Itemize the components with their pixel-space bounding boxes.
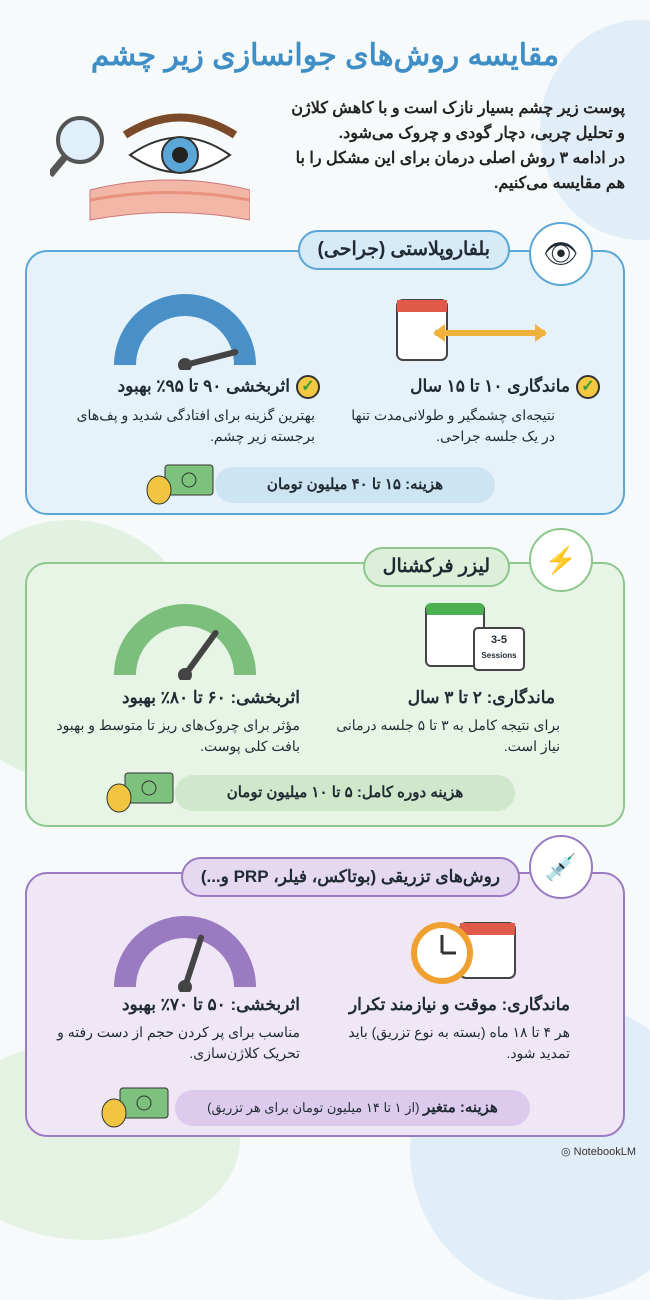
effectiveness-gauge (110, 912, 260, 992)
intro-line: در ادامه ۳ روش اصلی درمان برای این مشکل را با (295, 150, 625, 167)
clock-calendar-icon (410, 915, 520, 985)
calendar-arrow-icon (395, 295, 550, 365)
money-icon (145, 460, 215, 506)
check-icon: ✓ (576, 375, 600, 399)
page-title: مقایسه روش‌های جوانسازی زیر چشم (90, 39, 560, 72)
effectiveness-heading (50, 375, 320, 399)
notebooklm-logo: ◎ NotebookLM (560, 1146, 636, 1158)
gauge-needle (185, 633, 216, 675)
effectiveness-gauge (110, 600, 260, 680)
effectiveness-heading: اثربخشی: ۶۰ تا ۸۰٪ بهبود (121, 688, 300, 707)
intro-text (250, 96, 625, 196)
durability-desc: برای نتیجه کامل به ۳ تا ۵ جلسه درمانی نیاز است. (336, 717, 560, 754)
durability-heading (345, 375, 600, 399)
money-icon (105, 768, 175, 814)
syringe-skin-icon: 💉 (529, 835, 593, 899)
section-title: روش‌های تزریقی (بوتاکس، فیلر، PRP و...) (181, 857, 520, 897)
intro-line: هم مقایسه می‌کنیم. (493, 175, 625, 192)
check-icon: ✓ (296, 375, 320, 399)
durability-desc: نتیجه‌ای چشمگیر و طولانی‌مدت تنها در یک جلسه جراحی. (351, 407, 555, 444)
cost-label: هزینه: متغیر (423, 1099, 498, 1116)
cost-pill: هزینه: ۱۵ تا ۴۰ میلیون تومان (215, 467, 495, 503)
sessions-count: 3-5 (491, 634, 507, 646)
effectiveness-text: اثربخشی ۹۰ تا ۹۵٪ بهبود (117, 376, 290, 396)
effectiveness-gauge (110, 290, 260, 370)
footer-text: NotebookLM (573, 1146, 636, 1158)
laser-skin-icon: ⚡ (529, 528, 593, 592)
effectiveness-heading: اثربخشی: ۵۰ تا ۷۰٪ بهبود (121, 995, 300, 1014)
scalpel-eye-icon: 👁 (529, 222, 593, 286)
cost-pill (175, 1090, 530, 1126)
effectiveness-desc: بهترین گزینه برای افتادگی شدید و پف‌های برجسته زیر چشم. (76, 407, 315, 444)
sessions-label: Sessions (481, 651, 517, 660)
durability-desc: هر ۴ تا ۱۸ ماه (بسته به نوع تزریق) باید تمدید شود. (348, 1024, 570, 1061)
eye-magnifier-illustration (50, 95, 250, 225)
cost-value: (از ۱ تا ۱۴ میلیون تومان برای هر تزریق) (207, 1100, 420, 1115)
money-icon (100, 1083, 170, 1129)
section-title: لیزر فرکشنال (363, 547, 510, 587)
gauge-needle (185, 352, 235, 365)
durability-heading: ماندگاری: ۲ تا ۳ سال (407, 688, 555, 707)
cost-pill: هزینه دوره کامل: ۵ تا ۱۰ میلیون تومان (175, 775, 515, 811)
gauge-needle (185, 938, 201, 987)
durability-text: ماندگاری ۱۰ تا ۱۵ سال (410, 376, 570, 396)
calendar-sessions-icon (425, 603, 525, 673)
effectiveness-desc: مناسب برای پر کردن حجم از دست رفته و تحریک کلاژن‌سازی. (57, 1024, 300, 1061)
intro-line: و تحلیل چربی، دچار گودی و چروک می‌شود. (338, 125, 625, 142)
durability-heading: ماندگاری: موقت و نیازمند تکرار (348, 995, 570, 1014)
intro-line: پوست زیر چشم بسیار نازک است و با کاهش کلاژن (291, 100, 625, 117)
effectiveness-desc: مؤثر برای چروک‌های ریز تا متوسط و بهبود بافت کلی پوست. (56, 717, 300, 754)
section-title: بلفاروپلاستی (جراحی) (298, 230, 510, 270)
